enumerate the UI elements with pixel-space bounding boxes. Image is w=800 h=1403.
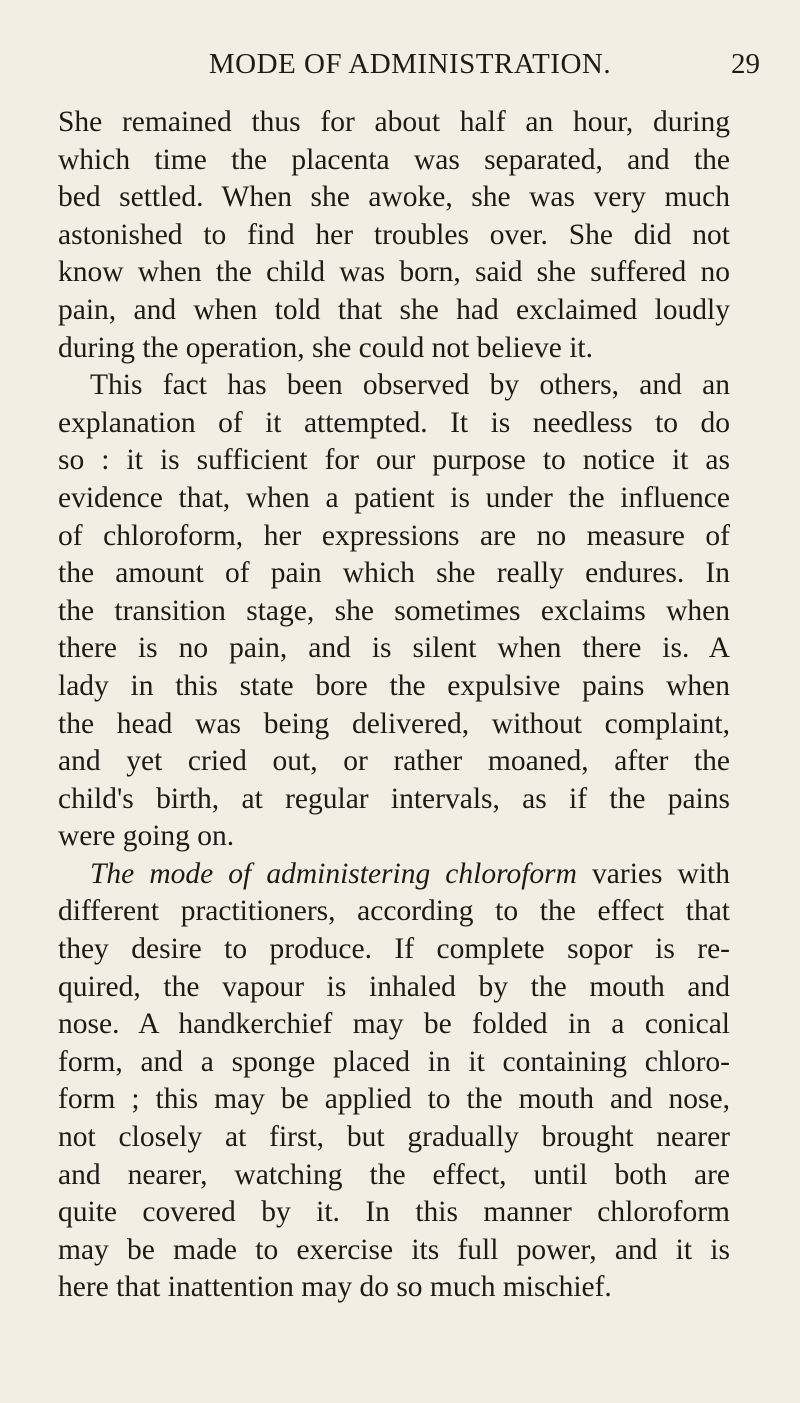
text-line: which time the placenta was separated, and the <box>58 143 730 176</box>
text-line: so : it is sufficient for our purpose to notice it as <box>58 444 730 477</box>
text-line: explanation of it attempted. It is needless to do <box>58 406 730 439</box>
text-line: quired, the vapour is inhaled by the mouth and <box>58 970 730 1003</box>
text-line: She remained thus for about half an hour, during <box>58 106 730 138</box>
page-header <box>60 48 760 88</box>
text-line: nose. A handkerchief may be folded in a conical <box>58 1008 730 1041</box>
text-line: bed settled. When she awoke, she was very much <box>58 181 730 214</box>
body-text <box>58 104 730 1307</box>
text-line: and nearer, watching the effect, until both are <box>58 1158 730 1191</box>
text-line: child's birth, at regular intervals, as if the pains <box>58 782 730 815</box>
text-line: may be made to exercise its full power, and it is <box>58 1233 730 1266</box>
italic-lead: The mode of administering chloroform <box>90 857 577 890</box>
text-line: lady in this state bore the expulsive pains when <box>58 669 730 702</box>
text-line: they desire to produce. If complete sopor is re- <box>58 933 730 966</box>
text-line: not closely at first, but gradually brought nearer <box>58 1121 730 1154</box>
text-line: This fact has been observed by others, and an <box>90 369 730 402</box>
text-line: the amount of pain which she really endures. In <box>58 557 730 590</box>
text-line: evidence that, when a patient is under the influence <box>58 481 730 514</box>
text-line: the head was being delivered, without complaint, <box>58 707 730 740</box>
text-line: astonished to find her troubles over. She did not <box>58 218 730 251</box>
first-line-rest: varies with <box>576 857 730 890</box>
text-line: and yet cried out, or rather moaned, after the <box>58 745 730 778</box>
paragraph-3 <box>58 856 730 1307</box>
text-line <box>58 856 730 894</box>
text-line: here that inattention may do so much mischief. <box>58 1271 612 1304</box>
text-line: during the operation, she could not believe it. <box>58 331 593 364</box>
running-head: MODE OF ADMINISTRATION. <box>208 48 612 80</box>
paragraph-2 <box>58 367 730 856</box>
text-line: form ; this may be applied to the mouth and nose, <box>58 1083 730 1116</box>
text-line: of chloroform, her expressions are no measure of <box>58 519 730 552</box>
text-line: there is no pain, and is silent when there is. A <box>58 632 730 665</box>
text-line: different practitioners, according to the effect that <box>58 895 730 928</box>
page-number: 29 <box>731 48 760 80</box>
text-line: the transition stage, she sometimes exclaims when <box>58 594 730 627</box>
text-line: form, and a sponge placed in it containing chloro- <box>58 1045 730 1078</box>
paragraph-1 <box>58 104 730 367</box>
text-line: pain, and when told that she had exclaimed loudly <box>58 293 730 326</box>
text-line: know when the child was born, said she suffered no <box>58 256 730 289</box>
text-line: quite covered by it. In this manner chloroform <box>58 1196 730 1229</box>
text-line: were going on. <box>58 820 235 853</box>
